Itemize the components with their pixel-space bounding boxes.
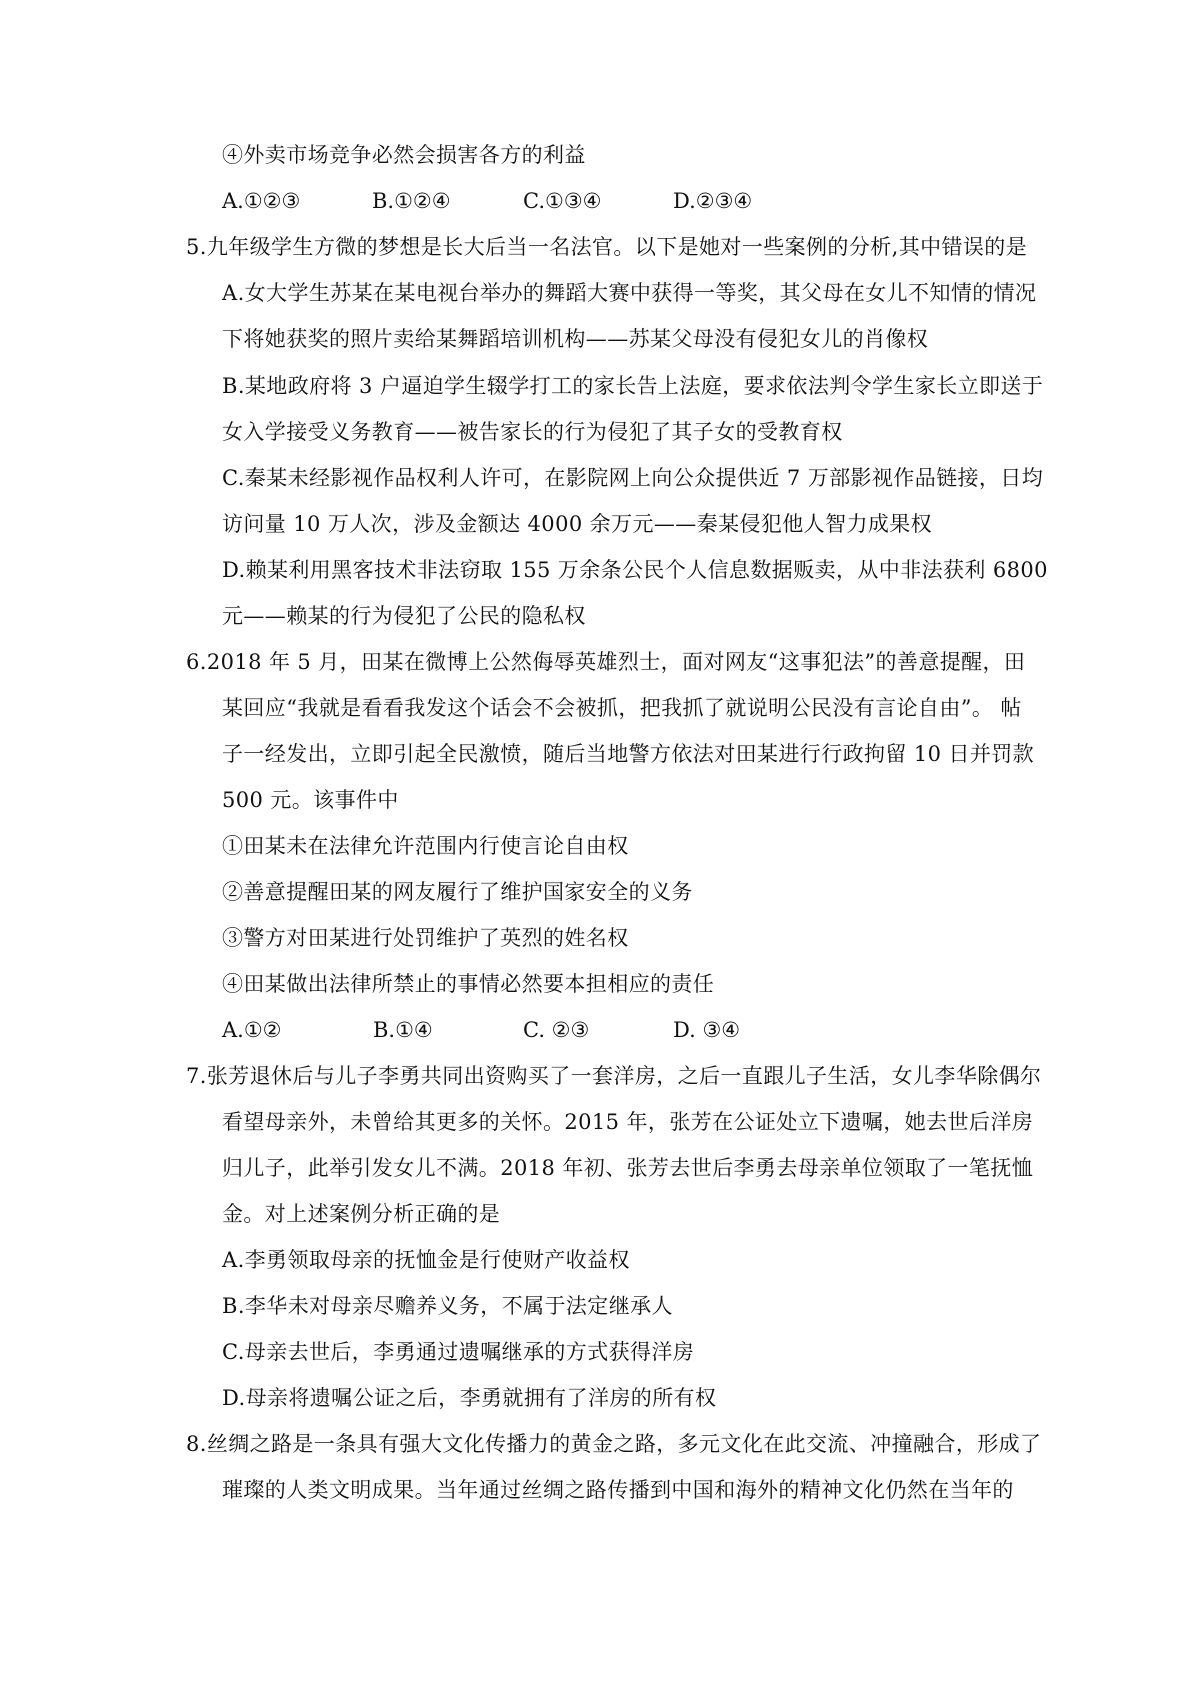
q6-option-a: A.①② [222,1018,282,1042]
q6-item-1: ①田某未在法律允许范围内行使言论自由权 [222,834,629,858]
q6-stem-line2: 某回应“我就是看看我发这个话会不会被抓，把我抓了就说明公民没有言论自由”。 帖 [222,696,1022,720]
q5-option-a-line1: A.女大学生苏某在某电视台举办的舞蹈大赛中获得一等奖，其父母在女儿不知情的情况 [222,281,1037,305]
q8-stem-line1: 8.丝绸之路是一条具有强大文化传播力的黄金之路，多元文化在此交流、冲撞融合，形成了 [186,1432,1042,1456]
q6-item-2: ②善意提醒田某的网友履行了维护国家安全的义务 [222,880,693,904]
q7-stem-line1: 7.张芳退休后与儿子李勇共同出资购买了一套洋房，之后一直跟儿子生活，女儿李华除偶尔 [186,1064,1042,1088]
q4-option-c: C.①③④ [523,189,602,213]
q5-option-c-line1: C.秦某未经影视作品权利人许可，在影院网上向公众提供近 7 万部影视作品链接，日均 [222,466,1044,490]
q5-option-a-line2: 下将她获奖的照片卖给某舞蹈培训机构——苏某父母没有侵犯女儿的肖像权 [222,327,929,351]
q6-option-c: C. ②③ [523,1018,590,1042]
q6-option-b: B.①④ [373,1018,433,1042]
q5-option-d-line2: 元——赖某的行为侵犯了公民的隐私权 [222,604,586,628]
q4-option-b: B.①②④ [372,189,451,213]
q8-stem-line2: 璀璨的人类文明成果。当年通过丝绸之路传播到中国和海外的精神文化仍然在当年的 [222,1478,1014,1502]
q4-option-d: D.②③④ [673,189,753,213]
q6-stem-line1: 6.2018 年 5 月，田某在微博上公然侮辱英雄烈士，面对网友“这事犯法”的善意提醒，田 [186,650,1026,674]
q6-stem-line3: 子一经发出，立即引起全民激愤，随后当地警方依法对田某进行行政拘留 10 日并罚款 [222,742,1035,766]
q4-option-a: A.①②③ [222,189,301,213]
q7-option-a: A.李勇领取母亲的抚恤金是行使财产收益权 [222,1248,630,1272]
q5-option-b-line2: 女入学接受义务教育——被告家长的行为侵犯了其子女的受教育权 [222,420,843,444]
q4-item-4: ④外卖市场竞争必然会损害各方的利益 [222,143,586,167]
q5-option-b-line1: B.某地政府将 3 户逼迫学生辍学打工的家长告上法庭，要求依法判令学生家长立即送于 [222,374,1044,398]
q6-option-d: D. ③④ [673,1018,741,1042]
q7-stem-line3: 归儿子，此举引发女儿不满。2018 年初、张芳去世后李勇去母亲单位领取了一笔抚恤 [222,1156,1034,1180]
q5-option-d-line1: D.赖某利用黑客技术非法窃取 155 万余条公民个人信息数据贩卖，从中非法获利 6800 [222,558,1048,582]
q7-option-d: D.母亲将遗嘱公证之后，李勇就拥有了洋房的所有权 [222,1386,717,1410]
q7-option-c: C.母亲去世后，李勇通过遗嘱继承的方式获得洋房 [222,1340,695,1364]
q6-stem-line4: 500 元。该事件中 [222,788,399,812]
q7-stem-line2: 看望母亲外，未曾给其更多的关怀。2015 年，张芳在公证处立下遗嘱，她去世后洋房 [222,1110,1034,1134]
q5-option-c-line2: 访问量 10 万人次，涉及金额达 4000 余万元——秦某侵犯他人智力成果权 [222,512,933,536]
q5-stem: 5.九年级学生方微的梦想是长大后当一名法官。以下是她对一些案例的分析,其中错误的是 [186,235,1028,259]
q7-option-b: B.李华未对母亲尽赡养义务，不属于法定继承人 [222,1294,673,1318]
q6-item-4: ④田某做出法律所禁止的事情必然要本担相应的责任 [222,972,715,996]
q7-stem-line4: 金。对上述案例分析正确的是 [222,1202,501,1226]
q6-item-3: ③警方对田某进行处罚维护了英烈的姓名权 [222,926,629,950]
